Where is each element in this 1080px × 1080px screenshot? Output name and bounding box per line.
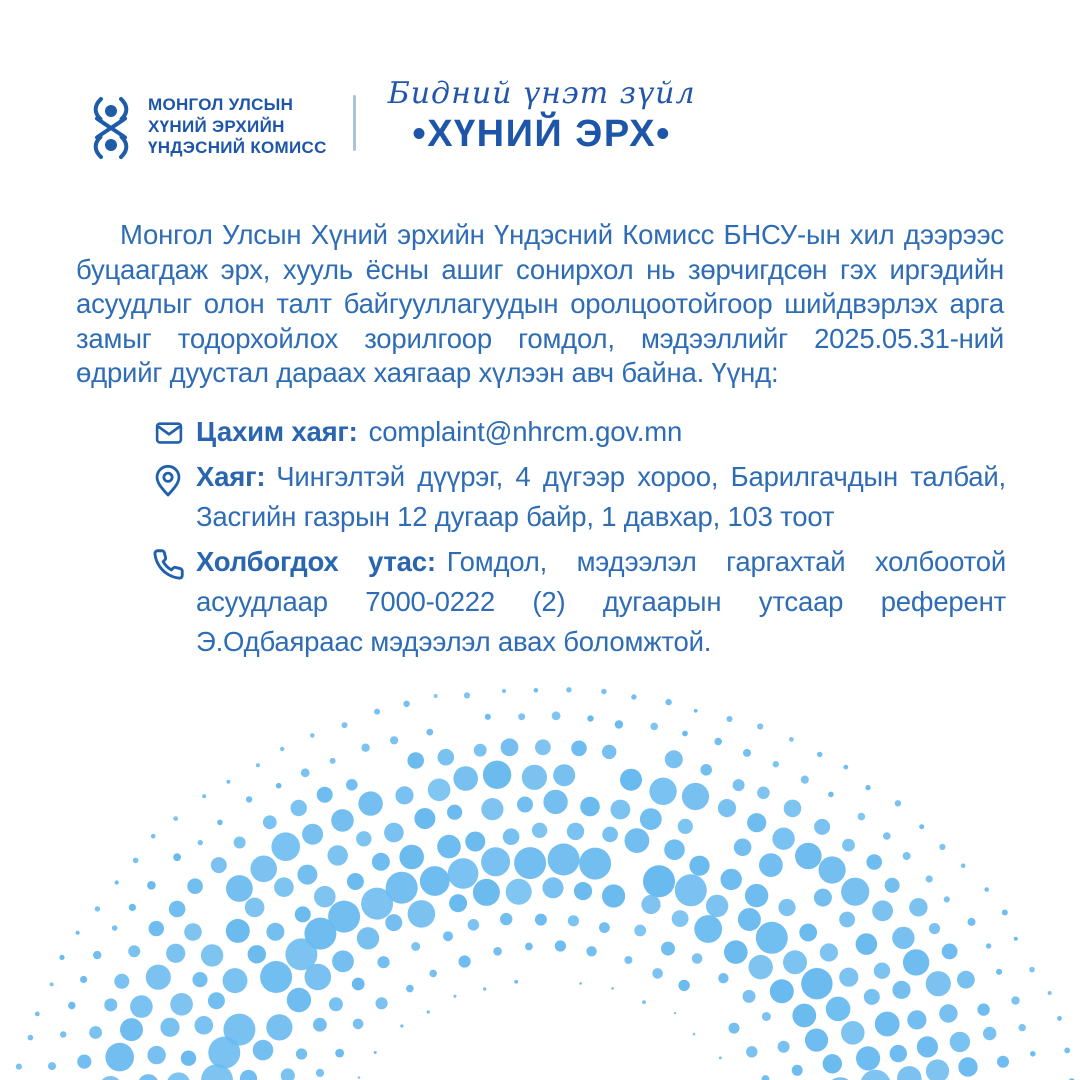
- contact-value-email: complaint@nhrcm.gov.mn: [368, 416, 683, 447]
- org-name-line-3: ҮНДЭСНИЙ КОМИСС: [148, 138, 327, 157]
- contact-value-phone: Гомдол, мэдээлэл гаргахтай холбоотой асуудлаар 7000-0222 (2) дугаарын утсаар референт Э.Одбаяраас мэдээлэл авах боломжтой.: [196, 546, 1006, 657]
- contact-text-phone: [196, 542, 1006, 662]
- org-name-line-2: ХҮНИЙ ЭРХИЙН: [148, 116, 285, 136]
- org-name: [148, 94, 327, 160]
- contact-item-address: [152, 457, 1006, 537]
- contact-item-email: [152, 412, 1006, 452]
- phone-icon: [152, 548, 186, 581]
- contact-label-address: Хаяг:: [196, 461, 266, 492]
- slogan-script-text: Бидний үнэт зүйл: [387, 76, 696, 111]
- slogan-block: [388, 76, 696, 156]
- contact-list: [152, 412, 1006, 667]
- contact-item-phone: [152, 542, 1006, 662]
- org-name-line-1: МОНГОЛ УЛСЫН: [148, 95, 294, 114]
- contact-text-email: [196, 412, 1006, 452]
- nhrc-logo: [88, 76, 327, 160]
- brand-wordmark: •ХҮНИЙ ЭРХ•: [412, 113, 671, 155]
- contact-value-address: Чингэлтэй дүүрэг, 4 дүгээр хороо, Барилгачдын талбай, Засгийн газрын 12 дугаар байр, 1 давхар, 103 тоот: [196, 461, 1006, 532]
- contact-label-phone: Холбогдох утас:: [196, 546, 436, 577]
- envelope-icon: [152, 418, 186, 448]
- location-pin-icon: [152, 463, 186, 499]
- nhrc-figure-icon: [88, 96, 134, 160]
- contact-text-address: [196, 457, 1006, 537]
- header: [88, 76, 696, 160]
- contact-label-email: Цахим хаяг:: [196, 416, 358, 447]
- announcement-paragraph: Монгол Улсын Хүний эрхийн Үндэсний Комисс БНСУ-ын хил дээрээс буцаагдаж эрх, хууль ёсны ашиг сонирхол нь зөрчигдсөн гэх иргэдийн асуудлыг олон талт байгууллагуудын оролцоотойгоор шийдвэрлэх арга замыг тодорхойлох зорилгоор гомдол, мэдээллийг 2025.05.31-ний өдрийг дуустал дараах хаягаар хүлээн авч байна. Үүнд:: [76, 219, 1004, 388]
- header-divider: [353, 95, 356, 151]
